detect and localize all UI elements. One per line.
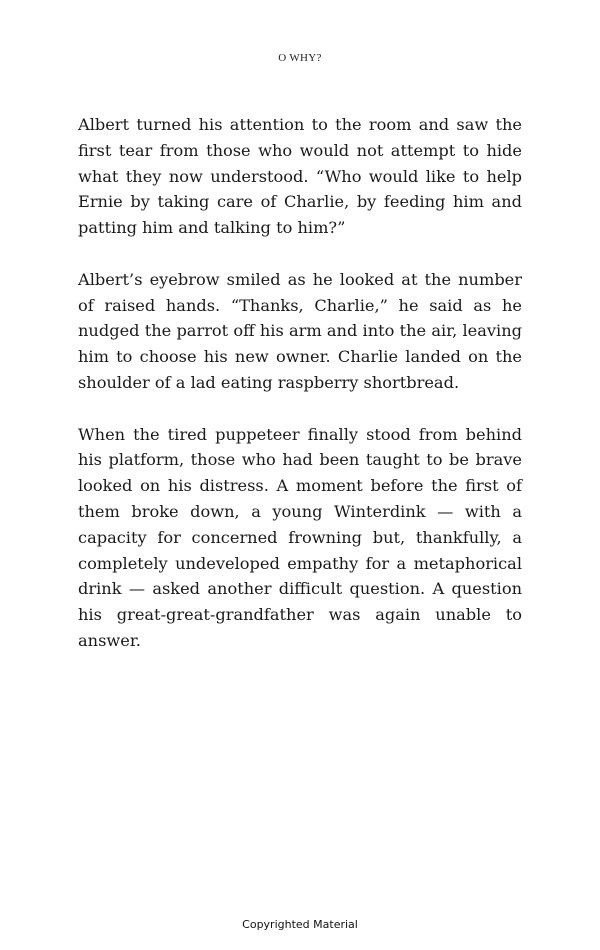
copyright-footer: Copyrighted Material bbox=[242, 918, 358, 931]
paragraph-3: When the tired puppeteer finally stood from behind his platform, those who had been taught to be brave looked on his distress. A moment before the first of them broke down, a young Winterdink — with a capacity for concerned frowning but, thankfully, a completely undeveloped empathy for a metaphorical drink — asked another difficult question. A question his great-great-grandfather was again unable to answer. bbox=[78, 424, 522, 650]
running-header: O WHY? bbox=[278, 52, 322, 64]
paragraph-1: Albert turned his attention to the room and saw the first tear from those who would not attempt to hide what they now understood. “Who would like to help Ernie by taking care of Charlie, by feeding him and patting him and talking to him?” bbox=[78, 115, 522, 238]
body-text bbox=[78, 112, 522, 680]
paragraph-2: Albert’s eyebrow smiled as he looked at the number of raised hands. “Thanks, Charlie,” he said as he nudged the parrot off his arm and into the air, leaving him to choose his new owner. Charlie landed on the shoulder of a lad eating raspberry shortbread. bbox=[78, 269, 522, 392]
